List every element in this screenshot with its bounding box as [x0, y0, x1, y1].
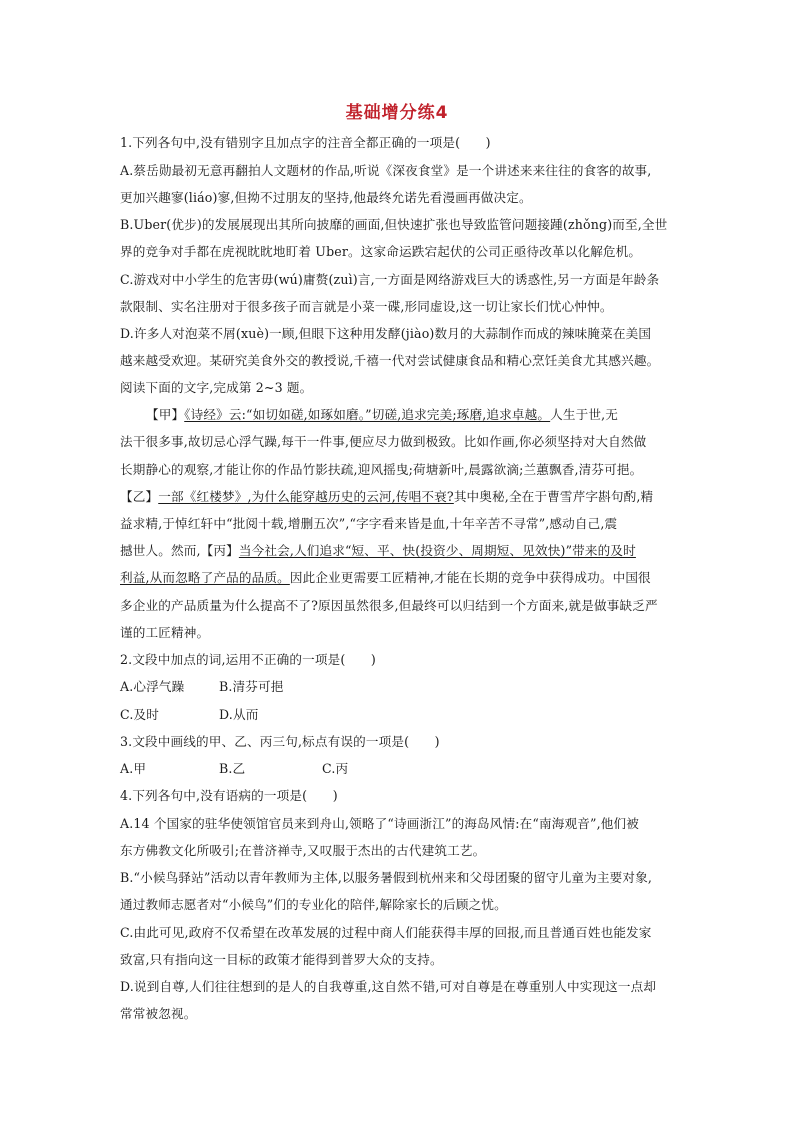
q3-option-b: B.乙: [219, 761, 246, 776]
q1-option-a-line2: 更加兴趣寥(liáo)寥,但拗不过朋友的坚持,他最终允诺先看漫画再做决定。: [120, 190, 532, 205]
underlined-sentence-bing-cont: 利益,从而忽略了产品的品质。: [120, 570, 290, 585]
q2-option-c: C.及时: [120, 707, 159, 722]
reading-intro: 阅读下面的文字,完成第 2~3 题。: [120, 380, 313, 395]
passage-line1: [146, 406, 618, 424]
passage-line8: 多企业的产品质量为什么提高不了?原因虽然很多,但最终可以归结到一个方面来,就是做事缺乏严: [120, 598, 658, 613]
q3-stem: 3.文段中画线的甲、乙、丙三句,标点有误的一项是( ): [120, 734, 440, 749]
q4-option-a-line1: A.14 个国家的驻华使领馆官员来到舟山,领略了“诗画浙江”的海岛风情:在“南海观音”,他们被: [120, 816, 639, 831]
page-title: 基础增分练4: [345, 103, 449, 123]
q2-option-d: D.从而: [219, 707, 259, 722]
q1-option-d-line1: D.许多人对泡菜不屑(xuè)一顾,但眼下这种用发酵(jiào)数月的大蒜制作而成的辣味腌菜在美国: [120, 326, 652, 341]
q4-option-c-line1: C.由此可见,政府不仅希望在改革发展的过程中商人们能获得丰厚的回报,而且普通百姓也能发家: [120, 925, 652, 940]
passage-line5: 益求精,于悼红轩中“批阅十载,增删五次”,“字字看来皆是血,十年辛苦不寻常”,感动自己,震: [120, 516, 618, 531]
q4-option-b-line2: 通过教师志愿者对“小候鸟”们的专业化的陪伴,解除家长的后顾之忧。: [120, 897, 507, 912]
passage-text: 撼世人。然而,【丙】: [120, 543, 239, 558]
q4-option-a-line2: 东方佛教文化所吸引;在普济禅寺,又叹服于杰出的古代建筑工艺。: [120, 843, 486, 858]
passage-line2: 法干很多事,故切忌心浮气躁,每干一件事,便应尽力做到极致。比如作画,你必须坚持对大自然做: [120, 434, 647, 449]
passage-label-yi: 【乙】: [120, 489, 159, 504]
q1-option-b-line2: 界的竞争对手都在虎视眈眈地盯着 Uber。这家命运跌宕起伏的公司正亟待改革以化解危机。: [120, 244, 642, 259]
q1-option-a-line1: A.蔡岳勋最初无意再翻拍人文题材的作品,听说《深夜食堂》是一个讲述来来往往的食客的故事,: [120, 163, 652, 178]
passage-label-jia: 【甲】: [146, 407, 185, 422]
passage-line4: [120, 488, 653, 506]
underlined-sentence-bing: 当今社会,人们追求“短、平、快(投资少、周期短、见效快)”带来的及时: [238, 543, 636, 558]
q1-option-b-line1: B.Uber(优步)的发展展现出其所向披靡的画面,但快速扩张也导致监管问题接踵(zhǒng)而至,全世: [120, 217, 668, 232]
q3-option-a: A.甲: [120, 761, 147, 776]
passage-line7: [120, 569, 651, 587]
q2-stem: 2.文段中加点的词,运用不正确的一项是( ): [120, 652, 376, 667]
passage-line3: 长期静心的观察,才能让你的作品竹影扶疏,迎风摇曳;荷塘新叶,晨露欲滴;兰蕙飘香,清芬可挹。: [120, 462, 643, 477]
passage-text: 其中奥秘,全在于曹雪芹字斟句酌,精: [453, 489, 654, 504]
q4-option-d-line1: D.说到自尊,人们往往想到的是人的自我尊重,这自然不错,可对自尊是在尊重别人中实现这一点却: [120, 979, 657, 994]
q4-stem: 4.下列各句中,没有语病的一项是( ): [120, 788, 338, 803]
underlined-sentence-yi: 一部《红楼梦》,为什么能穿越历史的云河,传唱不衰?: [158, 489, 454, 504]
q4-option-d-line2: 常常被忽视。: [120, 1006, 197, 1021]
q4-option-c-line2: 致富,只有指向这一目标的政策才能得到普罗大众的支持。: [120, 952, 443, 967]
passage-text: 人生于世,无: [550, 407, 619, 422]
passage-line9: 谨的工匠精神。: [120, 625, 210, 640]
passage-line6: [120, 542, 636, 560]
underlined-sentence-jia: 《诗经》云:“如切如磋,如琢如磨。”切磋,追求完美;琢磨,追求卓越。: [184, 407, 551, 422]
q3-option-c: C.丙: [322, 761, 349, 776]
q4-option-b-line1: B.“小候鸟驿站”活动以青年教师为主体,以服务暑假到杭州来和父母团聚的留守儿童为主要对象,: [120, 870, 653, 885]
q2-option-b: B.清芬可挹: [219, 679, 284, 694]
q2-option-a: A.心浮气躁: [120, 679, 185, 694]
q1-option-d-line2: 越来越受欢迎。某研究美食外交的教授说,千禧一代对尝试健康食品和精心烹饪美食尤其感兴趣。: [120, 353, 660, 368]
passage-text: 因此企业更需要工匠精神,才能在长期的竞争中获得成功。中国很: [289, 570, 651, 585]
q1-option-c-line2: 款限制、实名注册对于很多孩子而言就是小菜一碟,形同虚设,这一切让家长们忧心忡忡。: [120, 299, 613, 314]
q1-stem: 1.下列各句中,没有错别字且加点字的注音全都正确的一项是( ): [120, 135, 491, 150]
q1-option-c-line1: C.游戏对中小学生的危害毋(wú)庸赘(zuì)言,一方面是网络游戏巨大的诱惑性,另一方面是年龄条: [120, 272, 660, 287]
